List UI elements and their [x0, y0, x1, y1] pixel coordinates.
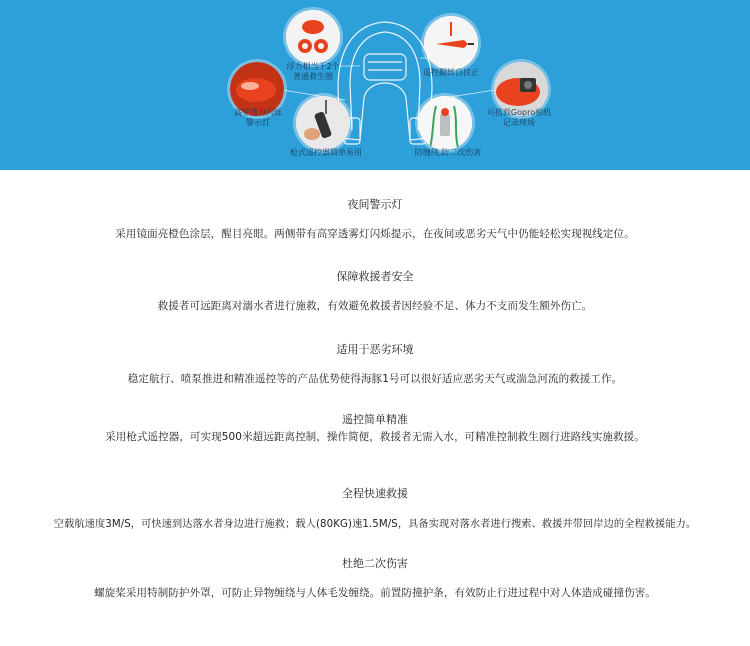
feature-label-self-righting: 遥控翻转自扶正 [423, 68, 479, 77]
section-body: 空载航速度3M/S，可快速到达落水者身边进行施救；载人(80KG)速1.5M/S，具备实现对落水者进行搜索、救援并带回岸边的全程救援能力。 [53, 519, 697, 530]
section-fast-rescue [0, 485, 750, 530]
section-body: 救援者可远距离对溺水者进行施救，有效避免救援者因经验不足、体力不支而发生额外伤亡。 [157, 300, 593, 312]
section-title: 适用于恶劣环境 [336, 343, 414, 356]
section-body: 采用枪式遥控器，可实现500米超远距离控制，操作简便，救援者无需入水，可精准控制救生圈行进路线实施救援。 [105, 431, 645, 443]
section-harsh-environment [0, 341, 750, 386]
section-body: 螺旋桨采用特制防护外罩，可防止异物缠绕与人体毛发缠绕。前置防撞护条，有效防止行进过程中对人体造成碰撞伤害。 [94, 587, 656, 599]
product-feature-banner [0, 0, 750, 170]
section-night-warning-light [0, 196, 750, 241]
feature-label-gopro: 可搭载Gopro相机 记录现场 [486, 108, 552, 127]
feature-label-buoyancy: 浮力相当于2个 普通救生圈 [286, 62, 340, 81]
section-simple-remote [0, 411, 750, 444]
section-rescuer-safety [0, 268, 750, 313]
feature-label-remote: 枪式遥控器简单易用 [290, 148, 362, 157]
section-title: 杜绝二次伤害 [342, 557, 408, 570]
section-title: 遥控简单精准 [342, 413, 408, 426]
propeller-guard-icon [418, 96, 472, 150]
feature-label-warning-light: 高穿透力闪烁 警示灯 [234, 108, 282, 127]
section-body: 稳定航行、喷泵推进和精准遥控等的产品优势使得海豚1号可以很好适应恶劣天气或湍急河流的救援工作。 [127, 373, 623, 385]
section-title: 全程快速救援 [342, 487, 408, 500]
self-righting-icon [424, 16, 478, 70]
feature-label-anti-tangle: 防缠绕,防二次伤害 [414, 148, 482, 157]
section-title: 保障救援者安全 [336, 270, 414, 283]
section-title: 夜间警示灯 [347, 198, 403, 211]
lifebuoy-icon [286, 10, 340, 64]
section-no-secondary-injury [0, 555, 750, 600]
remote-controller-icon [296, 96, 350, 150]
section-body: 采用镜面亮橙色涂层，醒目亮眼。两侧带有高穿透雾灯闪烁提示，在夜间或恶劣天气中仍能轻松实现视线定位。 [115, 228, 635, 240]
